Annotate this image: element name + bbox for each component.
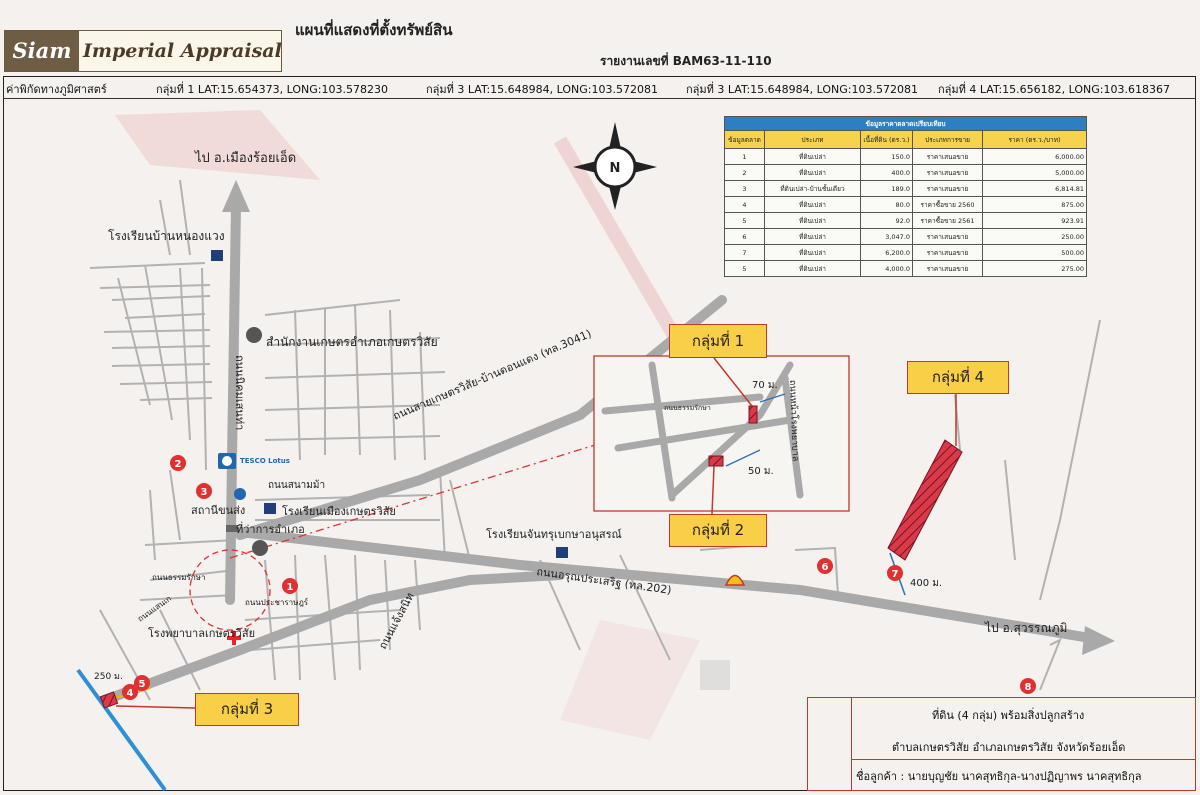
group-3-leader xyxy=(116,706,195,708)
market-table-cell: ราคาซื้อขาย 2560 xyxy=(913,197,983,213)
market-table-cell: 92.0 xyxy=(861,213,913,229)
header-type: ประเภท xyxy=(765,131,861,149)
market-table-row xyxy=(725,213,1087,229)
market-table-row xyxy=(725,149,1087,165)
market-table-cell: ที่ดินเปล่า xyxy=(765,245,861,261)
road-sabmaa-label: ถนนสนามม้า xyxy=(268,480,326,491)
legend-line-1: ที่ดิน (4 กลุ่ม) พร้อมสิ่งปลูกสร้าง xyxy=(932,709,1085,722)
logo-brand-text: Imperial Appraisal xyxy=(83,40,282,62)
market-table-cell: ที่ดินเปล่า-บ้านชั้นเดียว xyxy=(765,181,861,197)
road-202-label: ถนนอรุณประเสริฐ (ทล.202) xyxy=(535,565,673,597)
legend-customer xyxy=(852,760,1195,790)
market-table-row xyxy=(725,261,1087,277)
group-3-label: กลุ่มที่ 3 xyxy=(195,693,299,726)
marker-5: 5 xyxy=(138,679,146,690)
canal-line xyxy=(78,670,165,790)
market-table-cell: ราคาเสนอขาย xyxy=(913,229,983,245)
market-table-cell: 4,000.0 xyxy=(861,261,913,277)
road-thamma-label: ถนนธรรมรักษา xyxy=(152,573,206,582)
market-table-cell: 189.0 xyxy=(861,181,913,197)
legend-description xyxy=(852,698,1195,760)
market-table-cell: 3,047.0 xyxy=(861,229,913,245)
market-table-cell: ที่ดินเปล่า xyxy=(765,213,861,229)
school-nongwaeng-label: โรงเรียนบ้านหนองแวง xyxy=(108,229,225,243)
market-table-cell: ที่ดินเปล่า xyxy=(765,149,861,165)
market-table-row xyxy=(725,165,1087,181)
inset-road2-label: ถนนหน้าโรงพยาบาล xyxy=(787,379,800,462)
header-area: เนื้อที่ดิน (ตร.ว.) xyxy=(861,131,913,149)
agri-office-label: สำนักงานเกษตรอำเภอเกษตรวิสัย xyxy=(266,335,438,349)
market-table-cell: 875.00 xyxy=(983,197,1087,213)
market-table-cell: 5 xyxy=(725,213,765,229)
coordinate-label: ค่าพิกัดทางภูมิศาสตร์ xyxy=(6,83,107,96)
market-table-row xyxy=(725,197,1087,213)
market-table-cell: ที่ดินเปล่า xyxy=(765,229,861,245)
market-table-cell: 7 xyxy=(725,245,765,261)
bus-station-label: สถานีขนส่ง xyxy=(191,504,246,517)
group-1-label: กลุ่มที่ 1 xyxy=(669,324,767,358)
marker-7: 7 xyxy=(891,569,899,580)
market-comparison-table xyxy=(724,116,1087,277)
market-table-cell: 1 xyxy=(725,149,765,165)
market-table-cell: ราคาเสนอขาย xyxy=(913,149,983,165)
direction-east-label: ไป อ.สุวรรณภูมิ xyxy=(985,621,1068,635)
report-number: รายงานเลขที่ BAM63-11-110 xyxy=(600,54,772,68)
map-title: แผนที่แสดงที่ตั้งทรัพย์สิน xyxy=(295,21,453,39)
school-muang-label: โรงเรียนเมืองเกษตรวิสัย xyxy=(282,505,396,518)
market-table-cell: ราคาซื้อขาย 2561 xyxy=(913,213,983,229)
market-table-row xyxy=(725,245,1087,261)
market-table-cell: 80.0 xyxy=(861,197,913,213)
legend-line-2: ตำบลเกษตรวิสัย อำเภอเกษตรวิสัย จังหวัดร้อยเอ็ด xyxy=(892,741,1126,754)
market-table-cell: 275.00 xyxy=(983,261,1087,277)
market-table-cell: 250.00 xyxy=(983,229,1087,245)
market-table-cell: 6,000.00 xyxy=(983,149,1087,165)
hospital-label: โรงพยาบาลเกษตรวิสัย xyxy=(148,627,256,640)
arrow-north xyxy=(222,180,250,212)
road-west-label: ถนนแสนเก xyxy=(135,593,173,624)
tesco-label: TESCO Lotus xyxy=(240,457,290,465)
road-pracha-label: ถนนประชาราษฎร์ xyxy=(245,598,309,607)
market-table-cell: ที่ดินเปล่า xyxy=(765,197,861,213)
inset-road1-label: ถนนธรรมรักษา xyxy=(664,404,711,412)
market-table-cell: ราคาเสนอขาย xyxy=(913,245,983,261)
group-4-label: กลุ่มที่ 4 xyxy=(907,361,1009,394)
distance-250-label: 250 ม. xyxy=(94,672,123,682)
coordinate-group-3: กลุ่มที่ 3 LAT:15.648984, LONG:103.572081 xyxy=(686,83,918,96)
distance-50-label: 50 ม. xyxy=(748,466,774,477)
shell-icon xyxy=(726,576,744,586)
market-table-cell: 5,000.00 xyxy=(983,165,1087,181)
bus-station-icon xyxy=(234,488,246,500)
arrow-east xyxy=(1082,626,1115,655)
direction-north-label: ไป อ.เมืองร้อยเอ็ด xyxy=(195,151,297,166)
legend-box xyxy=(807,697,1196,791)
logo-siam-text: Siam xyxy=(5,31,79,71)
market-table-cell: 6,200.0 xyxy=(861,245,913,261)
coordinate-group-1: กลุ่มที่ 1 LAT:15.654373, LONG:103.578230 xyxy=(156,83,388,96)
marker-2: 2 xyxy=(174,459,182,470)
market-table-cell: 400.0 xyxy=(861,165,913,181)
market-table-cell: ที่ดินเปล่า xyxy=(765,261,861,277)
market-table-cell: 6 xyxy=(725,229,765,245)
road-south-label: ถนนแจ้งสนิท xyxy=(376,590,417,652)
distance-400-label: 400 ม. xyxy=(910,578,943,589)
market-table-cell: 3 xyxy=(725,181,765,197)
compass-n-label: N xyxy=(609,161,621,176)
coordinate-group-4: กลุ่มที่ 4 LAT:15.656182, LONG:103.618367 xyxy=(938,83,1170,96)
legend-swatch-cell xyxy=(808,698,852,790)
market-table-body xyxy=(725,149,1087,277)
government-emblem-icon xyxy=(246,327,268,556)
road-3041-label: ถนนสายเกษตรวิสัย-บ้านดอนแดง (ทล.3041) xyxy=(391,327,594,423)
distance-70-label: 70 ม. xyxy=(752,380,778,391)
road-nikhom-label: ถนนนิคมเสนท่า xyxy=(233,355,246,431)
group-2-parcel xyxy=(709,456,723,466)
market-table-title: ข้อมูลราคาตลาดเปรียบเทียบ xyxy=(725,117,1087,131)
market-table-cell: 6,814.81 xyxy=(983,181,1087,197)
marker-1: 1 xyxy=(286,582,294,593)
header-price: ราคา (ตร.ว./บาท) xyxy=(983,131,1087,149)
market-table-row xyxy=(725,229,1087,245)
header-data-no: ข้อมูลตลาด xyxy=(725,131,765,149)
district-office-label: ที่ว่าการอำเภอ xyxy=(236,523,305,536)
group-2-label: กลุ่มที่ 2 xyxy=(669,514,767,547)
group-1-parcel xyxy=(749,406,757,423)
header-sale-type: ประเภทการขาย xyxy=(913,131,983,149)
marker-3: 3 xyxy=(200,487,208,498)
market-table-cell: ที่ดินเปล่า xyxy=(765,165,861,181)
school-chan-label: โรงเรียนจันทรุเบกษาอนุสรณ์ xyxy=(486,528,622,541)
marker-6: 6 xyxy=(821,562,829,573)
market-table-cell: ราคาเสนอขาย xyxy=(913,165,983,181)
marker-8: 8 xyxy=(1024,682,1032,693)
market-table-row xyxy=(725,181,1087,197)
market-table-cell: 923.91 xyxy=(983,213,1087,229)
group-4-parcel xyxy=(888,440,962,560)
market-table-cell: 4 xyxy=(725,197,765,213)
marker-4: 4 xyxy=(126,688,134,699)
tesco-lotus-icon xyxy=(218,453,236,469)
market-table-cell: 2 xyxy=(725,165,765,181)
market-table-cell: ราคาเสนอขาย xyxy=(913,261,983,277)
market-table-cell: 5 xyxy=(725,261,765,277)
market-table-header xyxy=(725,131,1087,149)
market-table-cell: ราคาเสนอขาย xyxy=(913,181,983,197)
market-table-cell: 150.0 xyxy=(861,149,913,165)
coordinate-group-2: กลุ่มที่ 3 LAT:15.648984, LONG:103.572081 xyxy=(426,83,658,96)
market-table-cell: 500.00 xyxy=(983,245,1087,261)
legend-line-3: ชื่อลูกค้า : นายบุญชัย นาคสุทธิกุล-นางปฏิญาพร นาคสุทธิกุล xyxy=(856,770,1142,783)
